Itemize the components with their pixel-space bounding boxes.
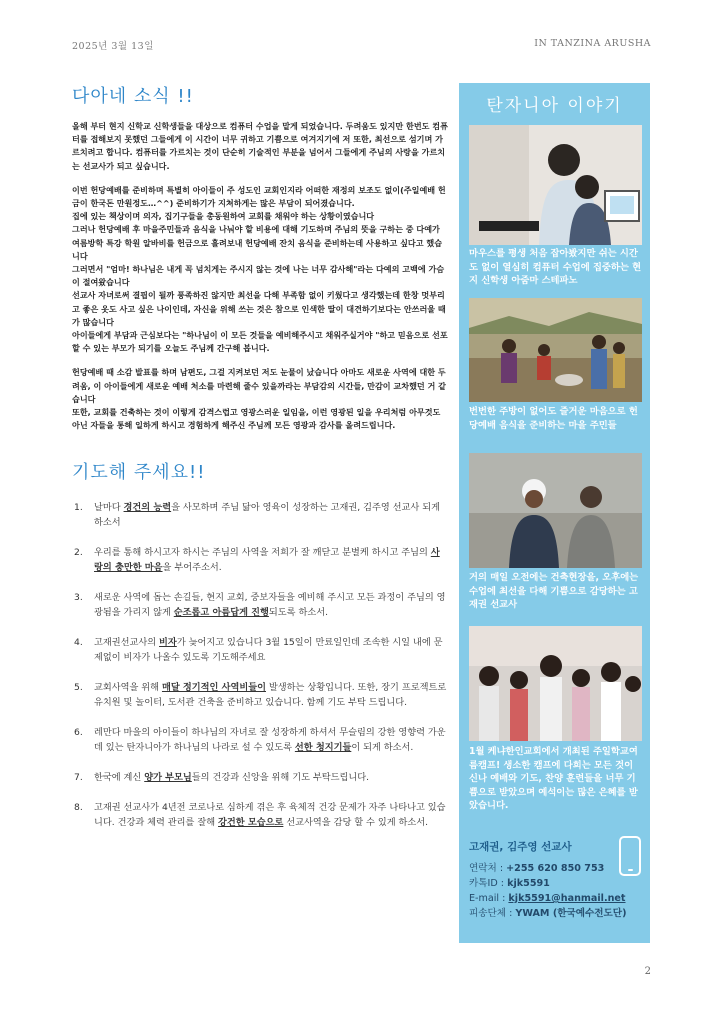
phone-icon [619,836,641,876]
contact-org: 피송단체 : YWAM (한국예수전도단) [469,908,627,919]
news-paragraph: 집에 있는 책상이며 의자, 집기구들을 총동원하여 교회를 채워야 하는 상황이였습니다 [72,211,375,222]
page-number: 2 [644,966,651,977]
news-body [72,120,448,432]
email-link[interactable]: kjk5591@hanmail.net [508,893,626,904]
news-paragraph: 올해 부터 현지 신학교 신학생들을 대상으로 컴퓨터 수업을 맡게 되었습니다. 두려움도 있지만 한번도 컴퓨터를 접해보지 못했던 그들에게 이 시간이 너무 귀하고 기쁨으로 여겨지기에 저 또한, 최선으로 섬기며 가르치려고 합니다. 컴퓨터를 가르치는 것이 단순히 기술적인 부분을 넘어서 그들에게 주님의 사랑을 가르치는 선교사가 되고 싶습니다. [72,121,448,171]
main-column [72,82,448,845]
header-location: IN TANZINA ARUSHA [534,38,651,49]
prayer-item: 6. 레만다 마을의 아이들이 하나님의 자녀로 잘 성장하게 하셔서 무슬림의 강한 영향력 가운데 있는 탄자니아가 하나님의 나라로 설 수 있도록 선한 청지기들이 되게 하소서. [74,727,446,754]
prayer-emphasis: 순조롭고 아름답게 진행 [173,607,269,619]
caption-2: 번번한 주방이 없어도 즐거운 마음으로 헌당예배 음식을 준비하는 마을 주민들 [469,406,638,431]
contact-kakao: 카톡ID : kjk5591 [469,878,550,889]
prayer-item: 4. 고재권선교사의 비자가 늦어지고 있습니다 3월 15일이 만료일인데 조속한 시일 내에 문제없이 비자가 나올수 있도록 기도해주세요 [74,637,443,664]
prayer-emphasis: 경건의 능력 [123,502,172,514]
sidebar-title: 탄자니아 이야기 [486,96,623,116]
prayer-emphasis: 매달 정기적인 사역비들이 [161,682,266,694]
prayer-item: 2. 우리를 통해 하시고자 하시는 주님의 사역을 저희가 잘 깨닫고 분별케 하시고 주님의 사랑의 충만한 마음을 부어주소서. [74,547,440,574]
prayer-emphasis: 사랑의 충만한 마음 [94,547,440,574]
news-paragraph: 헌당예배 때 소감 발표를 하며 남편도, 그걸 지켜보던 저도 눈물이 났습니다 아마도 새로운 사역에 대한 두려움, 이 아이들에게 새로운 예배 처소를 마련해 줄수 있을까라는 부담감의 시간들, 만감이 교차했던 거 같습니다 [72,367,446,404]
news-paragraph: 아이들에게 부담과 근심보다는 "하나님이 이 모든 것들을 예비해주시고 채워주실거야 "하고 믿음으로 선포할 수 있는 부모가 되기를 오늘도 주님께 간구해 봅니다. [72,330,448,354]
news-paragraph: 선교사 자녀로써 결핍이 될까 풍족하진 않지만 최선을 다해 부족함 없이 키웠다고 생각했는데 한창 멋부리고 좋은 옷도 사고 싶은 나이인데, 자신을 위해 쓰는 것은 참으로 인색한 딸이 대견하기보다는 안쓰러울 때가 많습니다 [72,290,446,327]
prayer-item: 1. 날마다 경건의 능력을 사모하며 주님 닮아 영육이 성장하는 고재권, 김주영 선교사 되게 하소서 [74,502,440,529]
prayer-item: 7. 한국에 계신 양가 부모님들의 건강과 신앙을 위해 기도 부탁드립니다. [74,772,370,784]
prayer-item: 5. 교회사역을 위해 매달 정기적인 사역비들이 발생하는 상황입니다. 또한, 장기 프로젝트로 유치원 및 놀이터, 도서관 건축을 준비하고 있습니다. 함께 기도 부탁 드립니다. [74,682,447,709]
contact-email: E-mail : kjk5591@hanmail.net [469,893,626,904]
photo-children-camp [469,626,642,741]
prayer-emphasis: 강건한 모습으로 [218,817,284,829]
news-title: 다아네 소식 !! [72,86,194,107]
prayer-item: 8. 고재권 선교사가 4년전 코로나로 심하게 겪은 후 육체적 건강 문제가 자주 나타나고 있습니다. 건강과 체력 관리를 잘해 강건한 모습으로 선교사역을 감당 할 수 있게 하소서. [74,802,446,829]
contact-phone: 연락처 : +255 620 850 753 [469,863,605,874]
photo-construction [469,453,642,568]
news-paragraph: 또한, 교회를 건축하는 것이 이렇게 감격스럽고 영광스러운 일임을, 이런 영광된 일을 우리처럼 아무것도 아닌 자들을 통해 일하게 하시고 경험하게 해주신 주님께 모든 영광과 감사를 올려드립니다. [72,407,441,431]
prayer-emphasis: 양가 부모님 [144,772,192,784]
header-date: 2025년 3월 13일 [72,41,154,52]
missionary-name: 고재권, 김주영 선교사 [469,841,572,853]
prayer-item: 3. 새로운 사역에 돕는 손길들, 현지 교회, 중보자들을 예비해 주시고 모든 과정이 주님의 영광됨을 가리지 않게 순조롭고 아름답게 진행되도록 하소서. [74,592,446,619]
sidebar-story [459,83,650,943]
news-paragraph: 그러나 헌당예배 후 마을주민들과 음식을 나눠야 할 비용에 대해 기도하며 주님의 뜻을 구하는 중 다예가 여름방학 특강 학원 알바비를 헌금으로 흘려보내 헌당예배 잔치 음식을 준비하는데 사용하고 싶다고 했습니다 [72,224,443,261]
photo-village-cooking [469,298,642,402]
caption-1: 마우스를 평생 처음 잡아봤지만 쉬는 시간도 없이 열심히 컴퓨터 수업에 집중하는 현지 신학생 아줌마 스테파노 [469,248,642,286]
news-paragraph: 이번 헌당예배를 준비하며 특별히 아이들이 주 성도인 교회인지라 어떠한 재정의 보조도 없이(주일예배 헌금이 한국돈 만원정도…^^) 준비하기가 지쳐하게는 많은 부담이 되어졌습니다. [72,184,446,209]
photo-computer-class [469,125,642,245]
caption-4: 1월 케냐한인교회에서 개최된 주일학교여름캠프! 생소한 캠프에 다희는 모든 것이 신나 예배와 기도, 찬양 훈련들을 너무 기쁨으로 받았으며 예석이는 많은 은혜를 받았습니다. [469,746,638,811]
news-paragraph: 그러면서 "엄마! 하나님은 내게 꼭 넘치게는 주시지 않는 것에 나는 너무 감사해"라는 다예의 고백에 가슴이 절여왔습니다 [72,264,445,288]
prayer-list [72,500,448,830]
prayer-emphasis: 선한 청지기들 [294,742,352,754]
caption-3: 거의 매일 오전에는 건축현장을, 오후에는 수업에 최선을 다해 기쁨으로 감당하는 고재권 선교사 [469,572,639,610]
prayer-emphasis: 비자 [159,637,177,649]
prayer-title: 기도해 주세요!! [72,462,206,484]
